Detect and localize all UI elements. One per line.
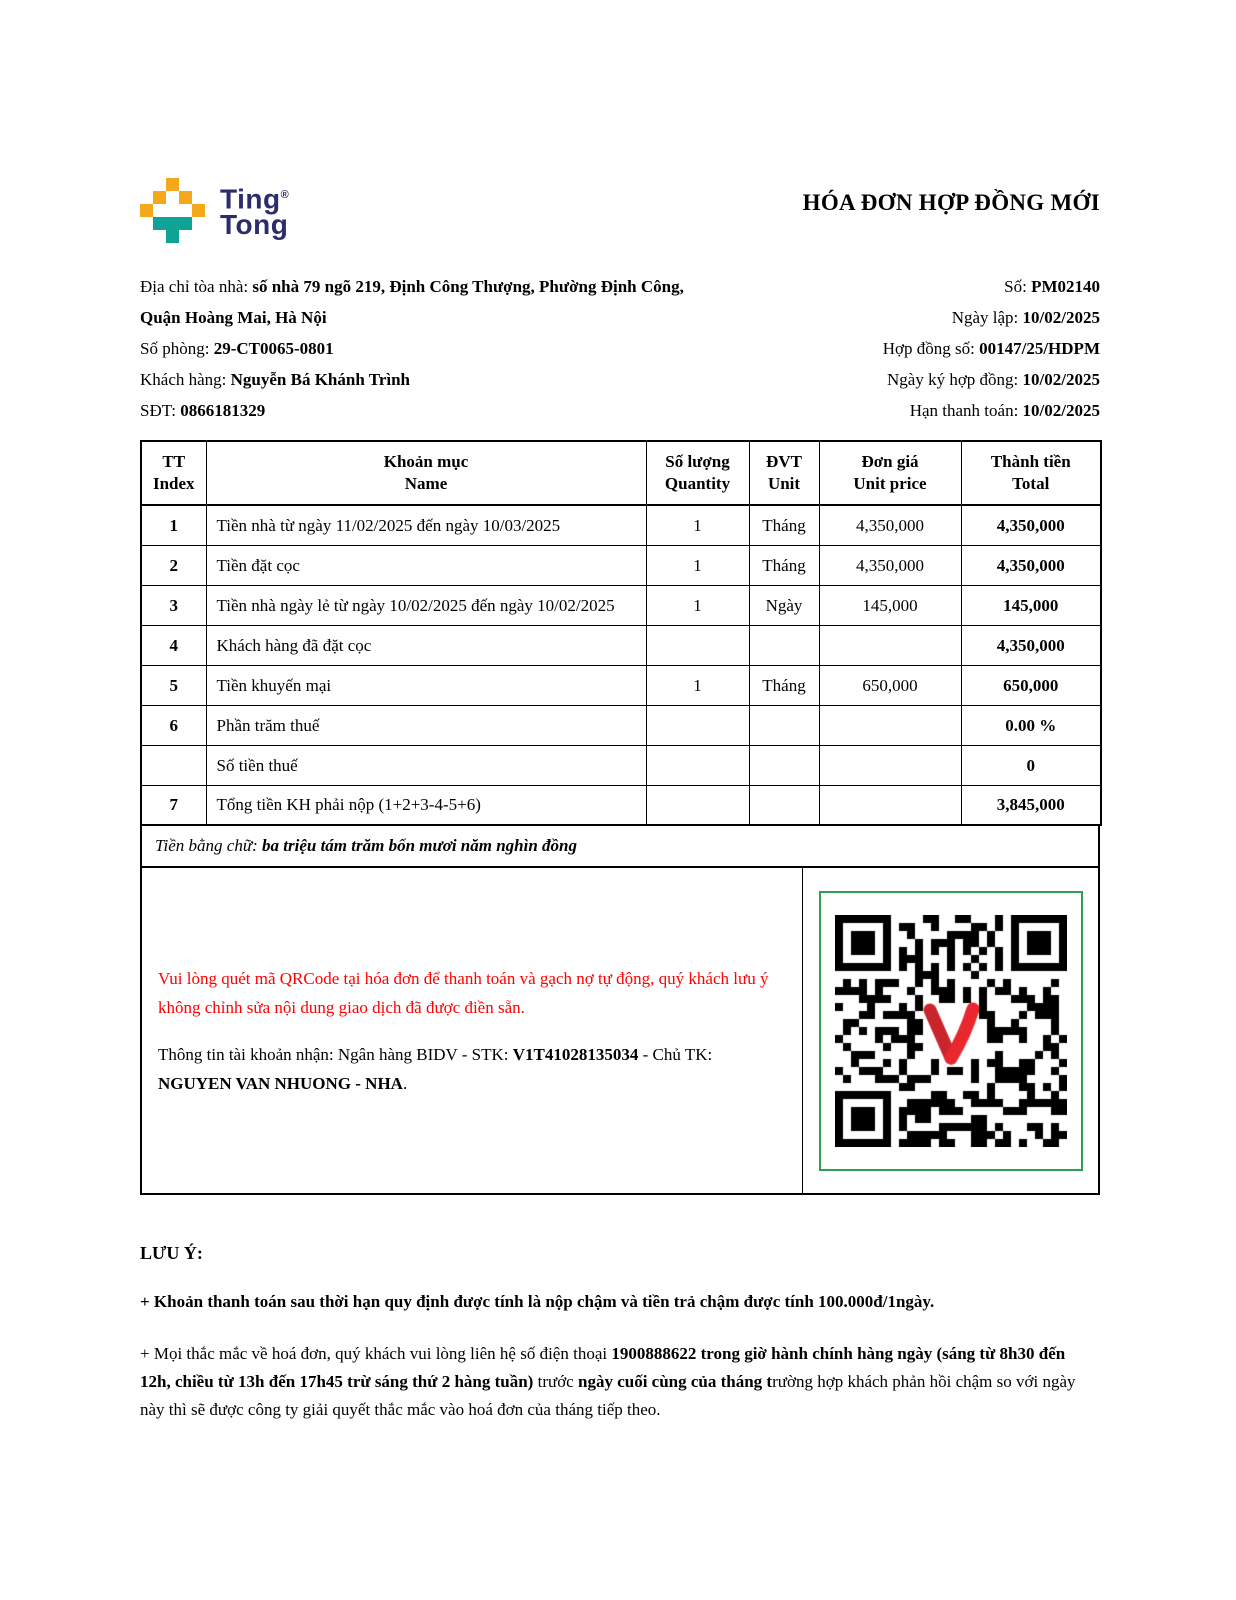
invoice-meta (883, 271, 1100, 426)
table-row (141, 705, 1101, 745)
column-header-en: Quantity (664, 474, 731, 493)
column-header-en: Unit (767, 474, 801, 493)
invoice-meta-line-label: Hạn thanh toán: (909, 401, 1023, 420)
column-header (141, 441, 206, 505)
column-header-vi: TT (162, 452, 186, 471)
cell-price: 4,350,000 (819, 505, 961, 545)
invoice-meta-line-value: 00147/25/HDPM (979, 339, 1100, 358)
cell-qty (646, 785, 749, 825)
customer-info-line-label: SĐT: (140, 401, 181, 420)
customer-info-line-value: Nguyễn Bá Khánh Trình (230, 370, 410, 389)
contact-note (140, 1340, 1100, 1424)
cell-total: 0 (961, 745, 1101, 785)
notes-heading: LƯU Ý: (140, 1243, 203, 1263)
cell-name: Tiền nhà từ ngày 11/02/2025 đến ngày 10/03/2025 (206, 505, 646, 545)
table-row (141, 625, 1101, 665)
invoice-meta-line (883, 333, 1100, 364)
customer-info-line-label: Địa chỉ tòa nhà: (140, 277, 253, 296)
customer-info-line-label: Số phòng: (140, 339, 214, 358)
cell-price (819, 625, 961, 665)
notes-section (140, 1243, 1100, 1424)
invoice-meta-line-value: 10/02/2025 (1022, 308, 1100, 327)
table-row (141, 785, 1101, 825)
cell-qty (646, 705, 749, 745)
cell-qty (646, 745, 749, 785)
text-segment: NGUYEN VAN NHUONG - NHA (158, 1073, 403, 1093)
customer-info-line (140, 395, 706, 426)
cell-total: 145,000 (961, 585, 1101, 625)
customer-info-line (140, 364, 706, 395)
logo-pixel (179, 217, 192, 230)
amount-in-words-row (140, 826, 1100, 868)
cell-qty: 1 (646, 585, 749, 625)
cell-index: 1 (141, 505, 206, 545)
column-header-en: Total (1012, 474, 1050, 493)
invoice-meta-line-label: Ngày ký hợp đồng: (887, 370, 1023, 389)
amount-in-words-value: ba triệu tám trăm bốn mươi năm nghìn đồng (262, 836, 578, 855)
invoice-meta-line (883, 302, 1100, 333)
header (140, 178, 1100, 243)
text-segment: Thông tin tài khoản nhận: Ngân hàng BIDV - STK: (158, 1044, 513, 1064)
invoice-meta-line-label: Số: (1004, 277, 1032, 296)
invoice-meta-line-value: 10/02/2025 (1022, 370, 1100, 389)
items-table (140, 440, 1102, 826)
table-row (141, 745, 1101, 785)
logo-pixel (179, 191, 192, 204)
brand-name-line2: Tong (220, 209, 289, 241)
text-segment: V1T41028135034 (512, 1044, 639, 1064)
late-payment-note: + Khoản thanh toán sau thời hạn quy định được tính là nộp chậm và tiền trả chậm được tính 100.000đ/1ngày. (140, 1292, 935, 1311)
logo-pixel (166, 178, 179, 191)
text-segment: + Mọi thắc mắc về hoá đơn, quý khách vui lòng liên hệ số điện thoại (140, 1344, 612, 1363)
cell-name: Phần trăm thuế (206, 705, 646, 745)
cell-qty: 1 (646, 545, 749, 585)
cell-unit (749, 785, 819, 825)
cell-unit: Ngày (749, 585, 819, 625)
cell-price: 4,350,000 (819, 545, 961, 585)
invoice-meta-line (883, 364, 1100, 395)
cell-qty: 1 (646, 505, 749, 545)
tingtong-logo-text (220, 182, 290, 241)
invoice-meta-line-value: 10/02/2025 (1022, 401, 1100, 420)
qr-payment-notice: Vui lòng quét mã QRCode tại hóa đơn để thanh toán và gạch nợ tự động, quý khách lưu ý không chỉnh sửa nội dung giao dịch đã được điền sẵn. (158, 968, 769, 1017)
cell-index: 7 (141, 785, 206, 825)
cell-price: 650,000 (819, 665, 961, 705)
column-header (646, 441, 749, 505)
cell-total: 650,000 (961, 665, 1101, 705)
page-title: HÓA ĐƠN HỢP ĐỒNG MỚI (802, 190, 1100, 215)
table-header-row (141, 441, 1101, 505)
text-segment: rường hợp khách phản hồi chậm so với ngày này thì sẽ được công ty giải quyết thắc mắc vào hoá đơn của tháng tiếp theo. (140, 1372, 1076, 1419)
cell-price: 145,000 (819, 585, 961, 625)
invoice-meta-line-label: Hợp đồng số: (882, 339, 980, 358)
column-header-en: Name (404, 474, 448, 493)
cell-price (819, 785, 961, 825)
cell-total: 4,350,000 (961, 625, 1101, 665)
table-row (141, 665, 1101, 705)
customer-info-line-value: 29-CT0065-0801 (213, 339, 334, 358)
cell-index: 4 (141, 625, 206, 665)
cell-name: Tiền nhà ngày lẻ từ ngày 10/02/2025 đến ngày 10/02/2025 (206, 585, 646, 625)
table-row (141, 545, 1101, 585)
cell-unit (749, 625, 819, 665)
column-header-vi: Thành tiền (990, 452, 1071, 471)
qr-code-frame (819, 891, 1083, 1171)
cell-total: 3,845,000 (961, 785, 1101, 825)
text-segment: - Chủ TK: (638, 1044, 713, 1064)
logo-pixel (166, 217, 179, 230)
table-header (141, 441, 1101, 505)
qr-code-cell (802, 868, 1098, 1193)
cell-name: Tổng tiền KH phải nộp (1+2+3-4-5+6) (206, 785, 646, 825)
table-row (141, 505, 1101, 545)
logo-pixel (192, 204, 205, 217)
customer-info-line (140, 271, 706, 333)
customer-info (140, 271, 706, 426)
customer-info-line-label: Khách hàng: (140, 370, 231, 389)
cell-index: 6 (141, 705, 206, 745)
cell-index: 2 (141, 545, 206, 585)
qr-code (835, 915, 1067, 1147)
bank-account-info (158, 1040, 784, 1098)
text-segment: ngày cuối cùng của tháng t (577, 1372, 773, 1391)
column-header (749, 441, 819, 505)
cell-qty (646, 625, 749, 665)
cell-total: 0.00 % (961, 705, 1101, 745)
logo-pixel (166, 230, 179, 243)
customer-info-line (140, 333, 706, 364)
payment-instructions (142, 868, 802, 1193)
table-row (141, 585, 1101, 625)
column-header-vi: Số lượng (665, 452, 730, 471)
cell-qty: 1 (646, 665, 749, 705)
text-segment: trước (533, 1372, 578, 1391)
cell-unit (749, 705, 819, 745)
column-header (819, 441, 961, 505)
cell-index: 3 (141, 585, 206, 625)
invoice-meta-line (883, 271, 1100, 302)
cell-price (819, 705, 961, 745)
cell-unit (749, 745, 819, 785)
cell-name: Số tiền thuế (206, 745, 646, 785)
column-header-en: Index (152, 474, 195, 493)
column-header (206, 441, 646, 505)
invoice-meta-line-label: Ngày lập: (951, 308, 1023, 327)
cell-name: Tiền khuyến mại (206, 665, 646, 705)
customer-info-line-value: 0866181329 (180, 401, 266, 420)
cell-unit: Tháng (749, 545, 819, 585)
text-segment: . (402, 1073, 408, 1093)
cell-unit: Tháng (749, 665, 819, 705)
amount-in-words-label: Tiền bằng chữ: (155, 836, 258, 855)
brand-name-line1: Ting (220, 183, 281, 215)
invoice-meta-line-value: PM02140 (1031, 277, 1100, 296)
payment-section (140, 868, 1100, 1195)
logo-pixel (140, 204, 153, 217)
tingtong-logo (140, 178, 289, 243)
tingtong-logo-icon (140, 178, 205, 243)
invoice-info (140, 271, 1100, 426)
cell-total: 4,350,000 (961, 545, 1101, 585)
cell-unit: Tháng (749, 505, 819, 545)
registered-mark: ® (280, 189, 290, 201)
cell-name: Tiền đặt cọc (206, 545, 646, 585)
column-header-vi: ĐVT (766, 452, 802, 471)
cell-index: 5 (141, 665, 206, 705)
cell-total: 4,350,000 (961, 505, 1101, 545)
cell-price (819, 745, 961, 785)
logo-pixel (153, 191, 166, 204)
invoice-meta-line (883, 395, 1100, 426)
text-segment: 1900888622 trong giờ hành chính hàng ngày (sáng từ 8h30 đến 12h, chiều từ 13h đến 17h45 trừ sáng thứ 2 hàng tuần) (140, 1344, 1066, 1391)
cell-name: Khách hàng đã đặt cọc (206, 625, 646, 665)
column-header (961, 441, 1101, 505)
column-header-vi: Đơn giá (861, 452, 919, 471)
cell-index (141, 745, 206, 785)
column-header-en: Unit price (853, 474, 927, 493)
logo-pixel (153, 217, 166, 230)
customer-info-line-value: số nhà 79 ngõ 219, Định Công Thượng, Phường Định Công, Quận Hoàng Mai, Hà Nội (140, 277, 684, 327)
column-header-vi: Khoản mục (383, 452, 469, 471)
